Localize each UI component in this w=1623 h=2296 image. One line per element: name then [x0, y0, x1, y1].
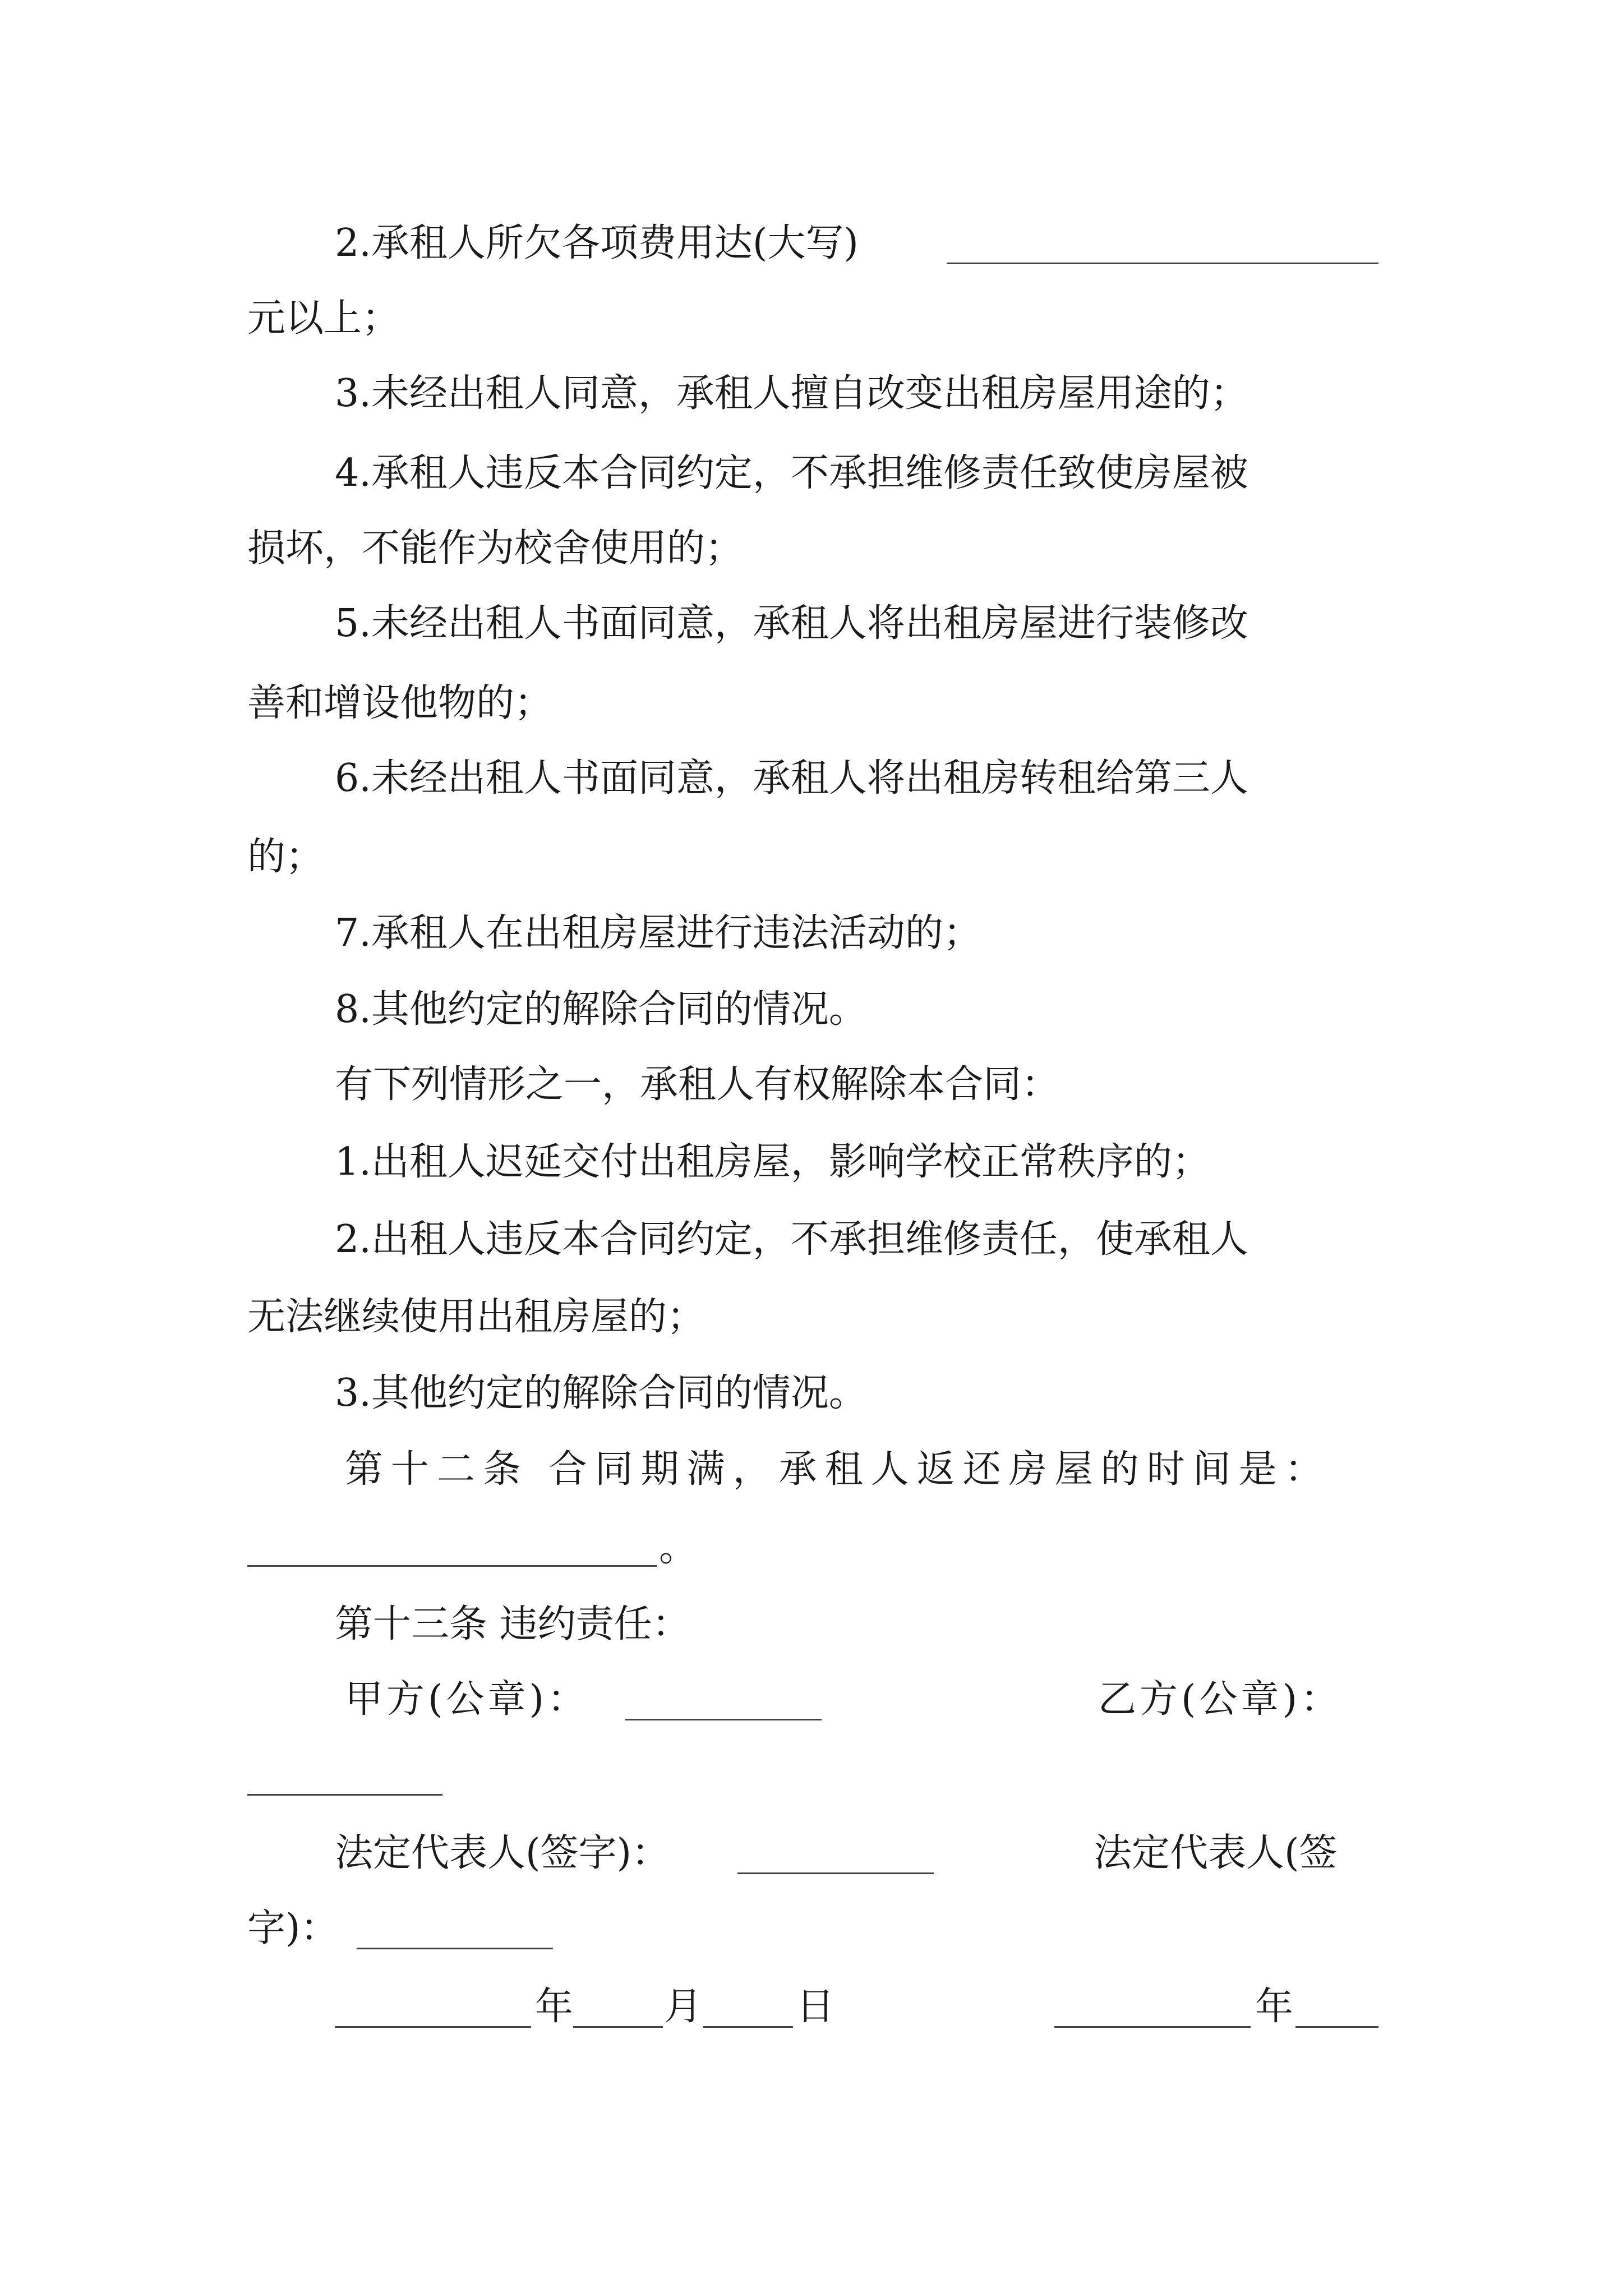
date-a-day-blank[interactable]	[703, 2026, 793, 2028]
clause-line-5: 损坏，不能作为校舍使用的；	[247, 526, 744, 570]
date-a-year-blank[interactable]	[335, 2026, 531, 2028]
article-12-end: 。	[659, 1526, 698, 1570]
amount-blank[interactable]	[947, 263, 1378, 264]
party-b-seal-blank[interactable]	[247, 1794, 442, 1796]
date-b-year-blank[interactable]	[1054, 2026, 1251, 2028]
clause-line-9: 的；	[247, 835, 324, 879]
date-b-year: 年	[1255, 1985, 1294, 2029]
clause-line-3: 3.未经出租人同意，承租人擅自改变出租房屋用途的；	[335, 371, 1248, 416]
article-13: 第十三条 违约责任：	[335, 1602, 690, 1646]
date-b-month-blank[interactable]	[1295, 2026, 1378, 2028]
clause-line-16: 3.其他约定的解除合同的情况。	[335, 1371, 867, 1415]
date-a-year: 年	[535, 1985, 574, 2029]
clause-line-13: 1.出租人迟延交付出租房屋，影响学校正常秩序的；	[335, 1140, 1210, 1184]
clause-line-10: 7.承租人在出租房屋进行违法活动的；	[335, 911, 981, 955]
clause-line-4: 4.承租人违反本合同约定，不承担维修责任致使房屋被	[335, 451, 1248, 495]
rep-b-label-cont: 字)：	[247, 1906, 339, 1950]
party-b-seal-label: 乙方(公章)：	[1098, 1677, 1343, 1722]
rep-b-sign-blank[interactable]	[357, 1948, 553, 1949]
clause-line-14: 2.出租人违反本合同约定，不承担维修责任，使承租人	[335, 1217, 1248, 1262]
article-12: 第十二条 合同期满，承租人返还房屋的时间是：	[345, 1447, 1331, 1492]
party-a-seal-label: 甲方(公章)：	[345, 1677, 589, 1722]
date-a-day: 日	[796, 1985, 835, 2029]
return-date-blank[interactable]	[247, 1565, 657, 1567]
rep-a-sign-blank[interactable]	[737, 1872, 934, 1874]
clause-line-15: 无法继续使用出租房屋的；	[247, 1295, 706, 1339]
clause-line-6: 5.未经出租人书面同意，承租人将出租房屋进行装修改	[335, 601, 1248, 646]
clause-line-8: 6.未经出租人书面同意，承租人将出租房转租给第三人	[335, 756, 1248, 800]
clause-line-12: 有下列情形之一，承租人有权解除本合同：	[335, 1062, 1060, 1107]
clause-line-1: 2.承租人所欠各项费用达(大写)	[335, 221, 859, 265]
clause-line-7: 善和增设他物的；	[247, 681, 553, 725]
party-a-seal-blank[interactable]	[625, 1719, 822, 1720]
clause-line-11: 8.其他约定的解除合同的情况。	[335, 987, 867, 1032]
rep-a-label: 法定代表人(签字)：	[335, 1831, 670, 1875]
date-a-month: 月	[664, 1985, 703, 2029]
date-a-month-blank[interactable]	[573, 2026, 663, 2028]
rep-b-label: 法定代表人(签	[1094, 1831, 1338, 1875]
clause-line-2: 元以上；	[247, 296, 400, 341]
